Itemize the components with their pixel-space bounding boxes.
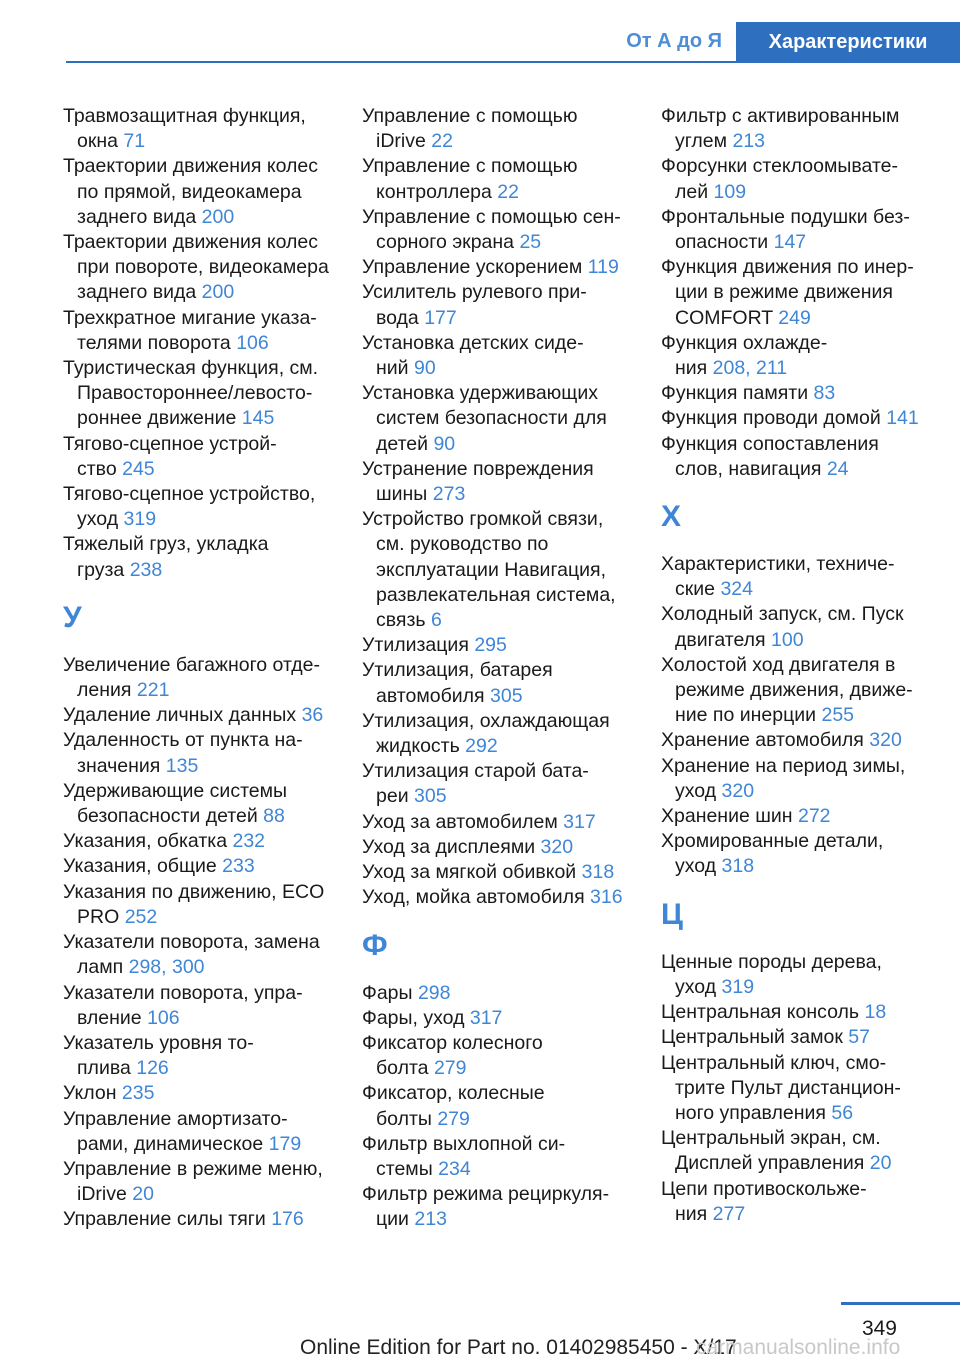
page-reference-link[interactable]: 318	[581, 861, 615, 884]
page-reference-link[interactable]: 6	[430, 609, 442, 632]
page-reference-link[interactable]: 176	[271, 1208, 304, 1231]
index-entry-text: Указатели поворота, замена ламп	[63, 931, 320, 979]
index-entry	[661, 1025, 960, 1050]
index-entry	[63, 930, 363, 980]
index-letter-heading: Ц	[661, 897, 683, 931]
index-entry	[63, 306, 363, 356]
index-entry	[661, 728, 960, 753]
index-entry-text: Управление с помощью контроллера	[362, 155, 578, 203]
index-entry	[362, 507, 662, 633]
page-reference-link[interactable]: 298, 300	[128, 956, 205, 979]
page-reference-link[interactable]: 126	[136, 1057, 169, 1080]
index-entry	[661, 406, 960, 431]
index-entry-text: Тягово-сцепное устрой‐ ство	[63, 432, 277, 480]
page-reference-link[interactable]: 279	[433, 1057, 467, 1080]
index-entry	[63, 880, 363, 930]
index-column-3	[661, 104, 960, 1227]
index-entry	[661, 1000, 960, 1025]
index-entry-text: Функция сопоставления слов, навигация	[661, 432, 879, 480]
index-entry	[362, 154, 662, 204]
page-reference-link[interactable]: 141	[886, 407, 919, 430]
index-entry-text: Фронтальные подушки без‐ опасности	[661, 205, 910, 254]
index-entry-text: Центральная консоль	[661, 1001, 865, 1024]
page-reference-link[interactable]: 305	[490, 684, 523, 707]
page-reference-link[interactable]: 233	[222, 855, 255, 878]
page-reference-link[interactable]: 317	[563, 810, 596, 833]
index-entry	[63, 728, 363, 778]
index-entry	[63, 154, 363, 230]
index-entry-text: Удаленность от пункта на‐ значения	[63, 729, 303, 777]
index-entry	[661, 432, 960, 482]
page-reference-link[interactable]: 272	[797, 805, 831, 828]
index-entry-text: Утилизация	[362, 634, 475, 657]
page-reference-link[interactable]: 221	[136, 679, 170, 702]
index-entry	[362, 1006, 662, 1031]
page-reference-link[interactable]: 36	[301, 704, 324, 727]
page-reference-link[interactable]: 238	[129, 558, 163, 581]
index-entry-text: Центральный замок	[661, 1026, 849, 1049]
index-entry	[362, 658, 662, 708]
index-entry	[362, 709, 662, 759]
index-entry	[362, 860, 662, 885]
page-reference-link[interactable]: 106	[236, 331, 269, 354]
page-reference-link[interactable]: 109	[713, 180, 747, 203]
page-reference-link[interactable]: 22	[431, 130, 453, 153]
index-entry-text: Уход за дисплеями	[362, 835, 541, 858]
page-reference-link[interactable]: 119	[587, 256, 619, 279]
index-entry-text: Функция памяти	[661, 382, 814, 405]
index-entry-text: Удерживающие системы безопасности детей	[63, 779, 288, 828]
index-entry	[63, 1031, 363, 1081]
page-reference-link[interactable]: 145	[241, 407, 275, 430]
page-header	[0, 22, 960, 62]
index-entry	[362, 1081, 662, 1131]
index-entry-text: Траектории движения колес при повороте, видеокамера заднего вида	[63, 231, 329, 304]
page-reference-link[interactable]: 100	[771, 628, 804, 651]
index-entry-text: Утилизация старой бата‐ реи	[362, 760, 589, 808]
index-entry	[661, 602, 960, 652]
page-reference-link[interactable]: 318	[721, 855, 755, 878]
page-reference-link[interactable]: 24	[826, 457, 849, 480]
page-reference-link[interactable]: 18	[864, 1001, 887, 1024]
index-entry	[362, 205, 662, 255]
index-entry	[63, 854, 363, 879]
page-reference-link[interactable]: 245	[122, 457, 155, 480]
index-entry	[63, 703, 363, 728]
section-tab[interactable]: Характеристики	[736, 22, 960, 63]
page-reference-link[interactable]: 232	[232, 830, 266, 853]
index-entry-text: Утилизация, батарея автомобиля	[362, 659, 553, 707]
page-reference-link[interactable]: 235	[121, 1082, 155, 1105]
index-entry-text: Управление амортизато‐ рами, динамическое	[63, 1107, 288, 1155]
page-reference-link[interactable]: 317	[469, 1006, 503, 1029]
page-reference-link[interactable]: 25	[519, 231, 542, 254]
page-reference-link[interactable]: 213	[414, 1208, 447, 1231]
index-entry	[362, 1031, 662, 1081]
page-reference-link[interactable]: 200	[201, 281, 235, 304]
index-entry	[661, 552, 960, 602]
index-entry	[63, 1081, 363, 1106]
page-reference-link[interactable]: 234	[438, 1157, 471, 1180]
page-reference-link[interactable]: 177	[424, 306, 457, 329]
page-reference-link[interactable]: 295	[474, 634, 507, 657]
index-entry	[362, 810, 662, 835]
index-entry	[362, 104, 662, 154]
index-entry	[362, 280, 662, 330]
index-entry-text: Удаление личных данных	[63, 704, 302, 727]
index-entry-text: Функция движения по инер‐ ции в режиме движения COMFORT	[661, 256, 914, 329]
index-entry	[362, 885, 662, 910]
page-reference-link[interactable]: 83	[813, 382, 836, 405]
index-entry	[362, 1132, 662, 1182]
page-reference-link[interactable]: 324	[720, 578, 753, 601]
page-reference-link[interactable]: 273	[432, 483, 466, 506]
index-entry-text: Установка удерживающих систем безопасности для детей	[362, 382, 607, 455]
index-entry-text: Управление с помощью iDrive	[362, 105, 578, 153]
index-entry	[362, 633, 662, 658]
page-reference-link[interactable]: 71	[123, 130, 146, 153]
index-entry-text: Ценные породы дерева, уход	[661, 950, 882, 998]
index-entry	[661, 804, 960, 829]
index-entry	[362, 255, 662, 280]
page-reference-link[interactable]: 200	[201, 205, 235, 228]
index-entry-text: Трехкратное мигание указа‐ телями поворота	[63, 306, 317, 354]
index-entry-text: Холостой ход двигателя в режиме движения, движе‐ ние по инерции	[661, 653, 913, 727]
index-entry	[362, 835, 662, 860]
index-entry-text: Характеристики, техниче‐ ские	[661, 553, 895, 601]
index-entry	[63, 829, 363, 854]
index-entry	[661, 104, 960, 154]
index-entry-text: Фары	[362, 981, 418, 1004]
index-letter-heading: Ф	[362, 928, 388, 962]
page-reference-link[interactable]: 20	[869, 1152, 892, 1175]
page-reference-link[interactable]: 249	[778, 306, 811, 329]
index-entry	[661, 653, 960, 729]
index-entry-text: Устранение повреждения шины	[362, 457, 594, 506]
index-entry-text: Цепи противоскольже‐ ния	[661, 1177, 867, 1225]
index-entry-text: Функция проводи домой	[661, 407, 887, 430]
index-entry-text: Хранение на период зимы, уход	[661, 754, 906, 802]
page-reference-link[interactable]: 135	[165, 754, 199, 777]
index-entry	[661, 381, 960, 406]
page-reference-link[interactable]: 88	[263, 805, 285, 828]
index-entry	[661, 255, 960, 331]
index-entry-text: Установка детских сиде‐ ний	[362, 331, 584, 380]
index-entry-text: Форсунки стеклоомывате‐ лей	[661, 155, 898, 203]
index-entry	[63, 532, 363, 582]
page-reference-link[interactable]: 213	[732, 130, 766, 153]
index-entry-text: Указания, общие	[63, 855, 223, 878]
index-entry-text: Функция охлажде‐ ния	[661, 331, 828, 380]
page-reference-link[interactable]: 255	[821, 704, 855, 727]
index-entry-text: Усилитель рулевого при‐ вода	[362, 281, 587, 329]
index-entry	[362, 1182, 662, 1232]
index-column-2	[362, 104, 662, 1233]
index-entry-text: Управление в режиме меню, iDrive	[63, 1157, 323, 1206]
index-entry	[63, 1157, 363, 1207]
index-entry	[63, 104, 363, 154]
index-entry-text: Фильтр режима рециркуля‐ ции	[362, 1183, 610, 1231]
page-reference-link[interactable]: 320	[869, 729, 902, 752]
index-entry	[63, 653, 363, 703]
page-reference-link[interactable]: 279	[437, 1107, 470, 1130]
index-entry-text: Уход за автомобилем	[362, 810, 564, 833]
page-reference-link[interactable]: 20	[132, 1183, 154, 1206]
index-entry	[362, 457, 662, 507]
index-entry-text: Травмозащитная функция, окна	[63, 105, 306, 153]
index-entry-text: Указатель уровня то‐ плива	[63, 1031, 254, 1080]
index-entry-text: Указатели поворота, упра‐ вление	[63, 981, 303, 1029]
index-entry-text: Указания по движению, ECO PRO	[63, 880, 325, 928]
index-entry-text: Утилизация, охлаждающая жидкость	[362, 709, 610, 758]
page-reference-link[interactable]: 22	[497, 180, 519, 203]
page-reference-link[interactable]: 277	[712, 1202, 746, 1225]
page-reference-link[interactable]: 90	[413, 357, 436, 380]
page-reference-link[interactable]: 320	[721, 779, 755, 802]
index-entry-text: Устройство громкой связи, см. руководство по эксплуатации Навигация, развлекательная система, связь	[362, 508, 616, 632]
index-entry-text: Управление силы тяги	[63, 1208, 272, 1231]
index-entry-text: Хранение автомобиля	[661, 729, 870, 752]
index-entry	[63, 1207, 363, 1232]
page-reference-link[interactable]: 106	[147, 1006, 180, 1029]
index-entry	[661, 331, 960, 381]
footer-rule	[841, 1302, 960, 1305]
index-entry-text: Управление ускорением	[362, 256, 588, 279]
index-entry-text: Увеличение багажного отде‐ ления	[63, 653, 320, 702]
index-entry	[63, 1107, 363, 1157]
page-reference-link[interactable]: 292	[465, 735, 498, 758]
index-entry	[661, 1051, 960, 1127]
page-reference-link[interactable]: 319	[123, 508, 157, 531]
watermark: carmanualsonline.info	[696, 1336, 901, 1359]
page-reference-link[interactable]: 298	[417, 981, 451, 1004]
index-entry-text: Хромированные детали, уход	[661, 830, 884, 878]
index-letter-heading: У	[63, 600, 82, 634]
index-entry-text: Фильтр с активированным углем	[661, 105, 900, 153]
edition-note: Online Edition for Part no. 01402985450 - X/17	[300, 1336, 737, 1359]
index-entry-text: Уход, мойка автомобиля	[362, 886, 591, 909]
index-entry-text: Уклон	[63, 1082, 122, 1105]
index-entry-text: Фары, уход	[362, 1006, 470, 1029]
index-entry	[661, 1126, 960, 1176]
index-entry	[63, 779, 363, 829]
index-letter-heading: Х	[661, 500, 682, 534]
index-entry-text: Хранение шин	[661, 805, 798, 828]
page-reference-link[interactable]: 305	[414, 785, 447, 808]
page-reference-link[interactable]: 316	[590, 886, 623, 909]
index-entry-text: Управление с помощью сен‐ сорного экрана	[362, 205, 621, 254]
index-entry-text: Холодный запуск, см. Пуск двигателя	[661, 603, 904, 651]
index-entry-text: Тяжелый груз, укладка груза	[63, 533, 269, 581]
index-entry-text: Центральный ключ, смо‐ трите Пульт дистанцион‐ ного управления	[661, 1051, 901, 1124]
page-reference-link[interactable]: 320	[540, 835, 574, 858]
index-entry-text: Туристическая функция, см. Правостороннее/левосто‐ роннее движение	[63, 357, 319, 430]
index-entry	[63, 482, 363, 532]
index-entry	[63, 230, 363, 306]
page-reference-link[interactable]: 147	[773, 231, 807, 254]
index-entry	[661, 829, 960, 879]
page-reference-link[interactable]: 208, 211	[712, 357, 788, 380]
index-entry	[661, 1177, 960, 1227]
page-reference-link[interactable]: 179	[268, 1132, 302, 1155]
index-column-1	[63, 104, 363, 1233]
index-entry	[661, 154, 960, 204]
index-entry	[661, 754, 960, 804]
page-reference-link[interactable]: 57	[848, 1026, 870, 1049]
index-entry-text: Уход за мягкой обивкой	[362, 861, 582, 884]
index-entry	[362, 759, 662, 809]
index-entry-text: Указания, обкатка	[63, 830, 233, 853]
breadcrumb[interactable]: От А до Я	[626, 30, 722, 52]
index-entry	[661, 205, 960, 255]
index-entry-text: Центральный экран, см. Дисплей управления	[661, 1127, 881, 1175]
page-number: 349	[861, 1317, 897, 1340]
index-entry-text: Фиксатор колесного болта	[362, 1031, 543, 1080]
index-entry	[362, 981, 662, 1006]
index-entry-text: Тягово-сцепное устройство, уход	[63, 483, 316, 531]
page-reference-link[interactable]: 56	[831, 1101, 854, 1124]
index-entry	[661, 950, 960, 1000]
index-entry-text: Фильтр выхлопной си‐ стемы	[362, 1132, 566, 1180]
page-reference-link[interactable]: 90	[433, 432, 456, 455]
index-entry	[362, 331, 662, 381]
index-entry	[63, 981, 363, 1031]
index-entry-text: Фиксатор, колесные болты	[362, 1082, 545, 1130]
index-entry	[362, 381, 662, 457]
index-entry	[63, 432, 363, 482]
page-reference-link[interactable]: 319	[721, 975, 755, 998]
page-reference-link[interactable]: 252	[124, 905, 158, 928]
index-entry-text: Траектории движения колес по прямой, видеокамера заднего вида	[63, 155, 319, 228]
index-entry	[63, 356, 363, 432]
